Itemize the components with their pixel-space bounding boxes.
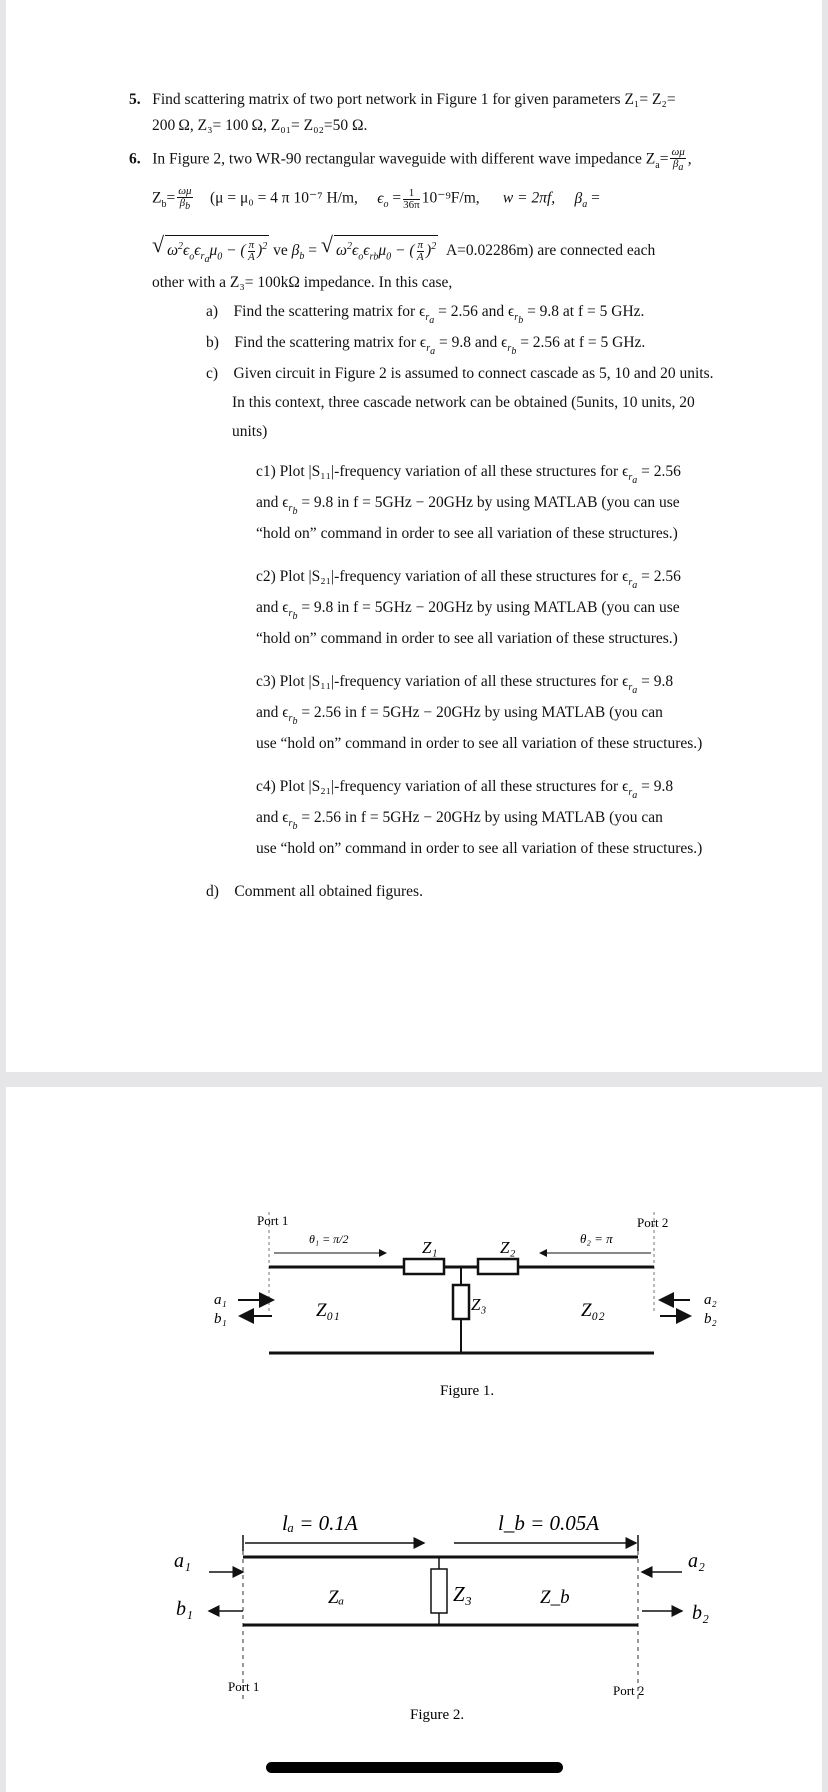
length-b-label: l_b = 0.05A (498, 1511, 600, 1535)
zb-label: Z_b (540, 1587, 570, 1608)
question-6c2-line-1: c2) Plot |S₂₁|-frequency variation of all these structures for $\epsilon_{r_a} = 2.56$ (256, 568, 681, 592)
fig1-b1-label: b₁ (214, 1311, 227, 1327)
question-6b: b) Find the scattering matrix for $\epsilon_{r_a} = 9.8$ and $\epsilon_{r_b} = 2.56$ at f = 5 GHz. (206, 334, 646, 358)
fig2-b2-label: b₂ (692, 1602, 709, 1624)
z02-label: Z₀₂ (581, 1300, 605, 1321)
fig1-a1-label: a₁ (214, 1292, 227, 1308)
question-6-line-3: √ $\omega^2\epsilon_o\epsilon_{r_a}\mu_0$ − ( $\frac{\pi}{A}$ )$^2$ ve $\beta_b$ = √ $\omega^2\epsilon_o\epsilon_{rb}\mu_0$ − ( $\frac{\pi}{A}$ )$^2$ A=0.02286m) are connected each (152, 235, 655, 270)
question-6c4-line-2: and $\epsilon_{r_b} = 2.56$ in f = 5GHz − 20GHz by using MATLAB (you can (256, 809, 663, 833)
question-6c2-line-2: and $\epsilon_{r_b} = 9.8$ in f = 5GHz − 20GHz by using MATLAB (you can use (256, 599, 680, 623)
question-6c-line-1: c) Given circuit in Figure 2 is assumed to connect cascade as 5, 10 and 20 units. (206, 365, 714, 382)
question-5-number: 5. (129, 91, 141, 108)
figure-2-caption: Figure 2. (410, 1707, 465, 1723)
z3-impedance-box (453, 1285, 469, 1319)
fig2-a1-label: a₁ (174, 1550, 191, 1572)
theta2-label: θ₂ = π (580, 1231, 613, 1246)
document-page-1 (6, 0, 822, 1072)
za-label: Zₐ (328, 1587, 345, 1608)
figure-1-caption: Figure 1. (440, 1383, 495, 1399)
question-6c3-line-2: and $\epsilon_{r_b} = 2.56$ in f = 5GHz − 20GHz by using MATLAB (you can (256, 704, 663, 728)
question-6c3-line-1: c3) Plot |S₁₁|-frequency variation of all these structures for $\epsilon_{r_a} = 9.8$ (256, 673, 674, 697)
z1-impedance-box (404, 1259, 444, 1274)
question-6c1-line-3: “hold on” command in order to see all variation of these structures.) (256, 525, 678, 542)
home-indicator[interactable] (266, 1762, 563, 1773)
question-6-number: 6. (129, 150, 141, 168)
fig2-port2-label: Port 2 (613, 1683, 645, 1698)
question-6c1-line-2: and $\epsilon_{r_b} = 9.8$ in f = 5GHz − 20GHz by using MATLAB (you can use (256, 494, 680, 518)
question-6c4-line-1: c4) Plot |S₂₁|-frequency variation of all these structures for $\epsilon_{r_a} = 9.8$ (256, 778, 674, 802)
z01-label: Z₀₁ (316, 1300, 340, 1321)
document-page-2 (6, 1087, 822, 1792)
question-6c3-line-3: use “hold on” command in order to see all variation of these structures.) (256, 735, 703, 752)
question-5-line-2: 200 Ω, Z₃= 100 Ω, Z₀₁= Z₀₂=50 Ω. (152, 117, 368, 134)
z1-label: Z₁ (422, 1238, 438, 1257)
z2-label: Z₂ (500, 1238, 516, 1257)
fig2-z3-label: Z₃ (453, 1582, 472, 1606)
question-6-line-1: 6. In Figure 2, two WR-90 rectangular waveguide with different wave impedance $Z_a=$ $\frac{\omega\mu}{\beta_a}$ , (129, 146, 692, 174)
question-6d: d) Comment all obtained figures. (206, 883, 423, 900)
fig2-a2-label: a₂ (688, 1550, 705, 1572)
fig2-z3-impedance-box (431, 1569, 447, 1613)
question-6c1-line-1: c1) Plot |S₁₁|-frequency variation of all these structures for $\epsilon_{r_a} = 2.56$ (256, 463, 681, 487)
question-6-line-4: other with a Z₃= 100kΩ impedance. In this case, (152, 274, 453, 291)
z2-impedance-box (478, 1259, 518, 1274)
figure-2-circuit (6, 1417, 822, 1787)
question-6c4-line-3: use “hold on” command in order to see all variation of these structures.) (256, 840, 703, 857)
question-5-line-1: 5. Find scattering matrix of two port network in Figure 1 for given parameters Z₁= Z₂= (129, 91, 676, 108)
theta1-label: θ₁ = π/2 (309, 1232, 349, 1246)
question-6c-line-2: In this context, three cascade network can be obtained (5units, 10 units, 20 (232, 394, 695, 411)
question-6-line-2: $Z_b=$ $\frac{\omega\mu}{\beta_b}$ (μ = μ₀ = 4 π 10⁻⁷ H/m, $\epsilon_o$ = $\frac{1}{36\pi}$ 10⁻⁹F/m, w = 2πf, $\beta_a$ = (152, 185, 600, 213)
fig1-a2-label: a₂ (704, 1292, 717, 1308)
fig2-port1-label: Port 1 (228, 1679, 260, 1694)
fig1-z3-label: Z₃ (471, 1295, 487, 1314)
fig1-b2-label: b₂ (704, 1311, 717, 1327)
question-6c-line-3: units) (232, 423, 268, 440)
figure-1-circuit (6, 1087, 822, 1417)
question-6a: a) Find the scattering matrix for $\epsilon_{r_a} = 2.56$ and $\epsilon_{r_b} = 9.8$ at f = 5 GHz. (206, 303, 645, 327)
fig1-port1-label: Port 1 (257, 1213, 289, 1228)
fig1-port2-label: Port 2 (637, 1215, 669, 1230)
fig2-b1-label: b₁ (176, 1598, 193, 1620)
question-6c2-line-3: “hold on” command in order to see all variation of these structures.) (256, 630, 678, 647)
length-a-label: lₐ = 0.1A (282, 1511, 358, 1535)
